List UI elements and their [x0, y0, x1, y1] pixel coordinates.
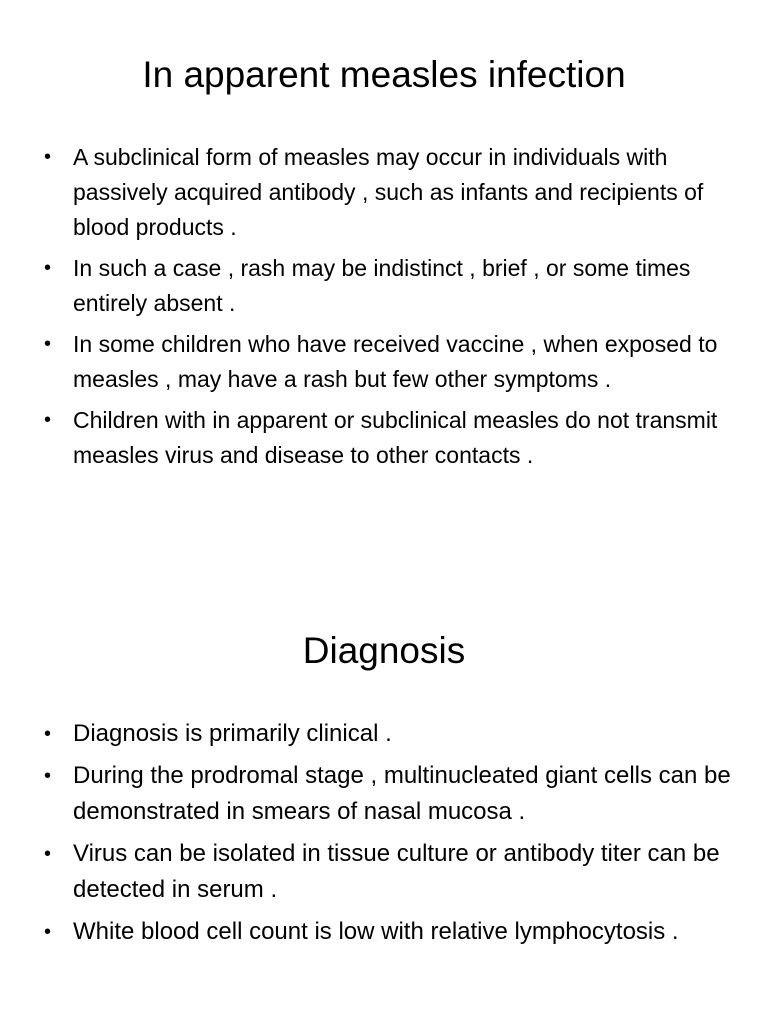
bullet-item: [44, 836, 734, 908]
bullet-item: [44, 914, 734, 950]
slide-title: Diagnosis: [302, 630, 466, 671]
bullet-text: A subclinical form of measles may occur in individuals with passively acquired antibody , such as infants and recipients of blood products .: [73, 144, 704, 240]
bullet-icon: •: [44, 409, 52, 431]
bullet-item: [44, 403, 734, 473]
bullet-icon: •: [44, 765, 52, 787]
bullet-icon: •: [44, 333, 52, 355]
bullet-text: White blood cell count is low with relative lymphocytosis .: [73, 918, 679, 945]
bullet-item: [44, 716, 734, 752]
bullet-item: [44, 140, 734, 245]
bullet-text: In such a case , rash may be indistinct , brief , or some times entirely absent .: [73, 255, 691, 316]
bullet-icon: •: [44, 723, 52, 745]
bullet-item: [44, 758, 734, 830]
bullet-text: Diagnosis is primarily clinical .: [73, 720, 392, 747]
bullet-text: Virus can be isolated in tissue culture or antibody titer can be detected in serum .: [73, 840, 720, 903]
slide-diagnosis: [0, 600, 768, 1024]
bullet-icon: •: [44, 146, 52, 168]
bullet-icon: •: [44, 257, 52, 279]
bullet-list: [44, 716, 734, 956]
bullet-item: [44, 251, 734, 321]
bullet-list: [44, 140, 734, 479]
bullet-icon: •: [44, 843, 52, 865]
bullet-text: In some children who have received vaccine , when exposed to measles , may have a rash but few other symptoms .: [73, 331, 718, 392]
slide-title: In apparent measles infection: [142, 54, 626, 95]
bullet-text: During the prodromal stage , multinucleated giant cells can be demonstrated in smears of nasal mucosa .: [73, 762, 731, 825]
bullet-item: [44, 327, 734, 397]
bullet-icon: •: [44, 921, 52, 943]
bullet-text: Children with in apparent or subclinical measles do not transmit measles virus and disease to other contacts .: [73, 407, 718, 468]
